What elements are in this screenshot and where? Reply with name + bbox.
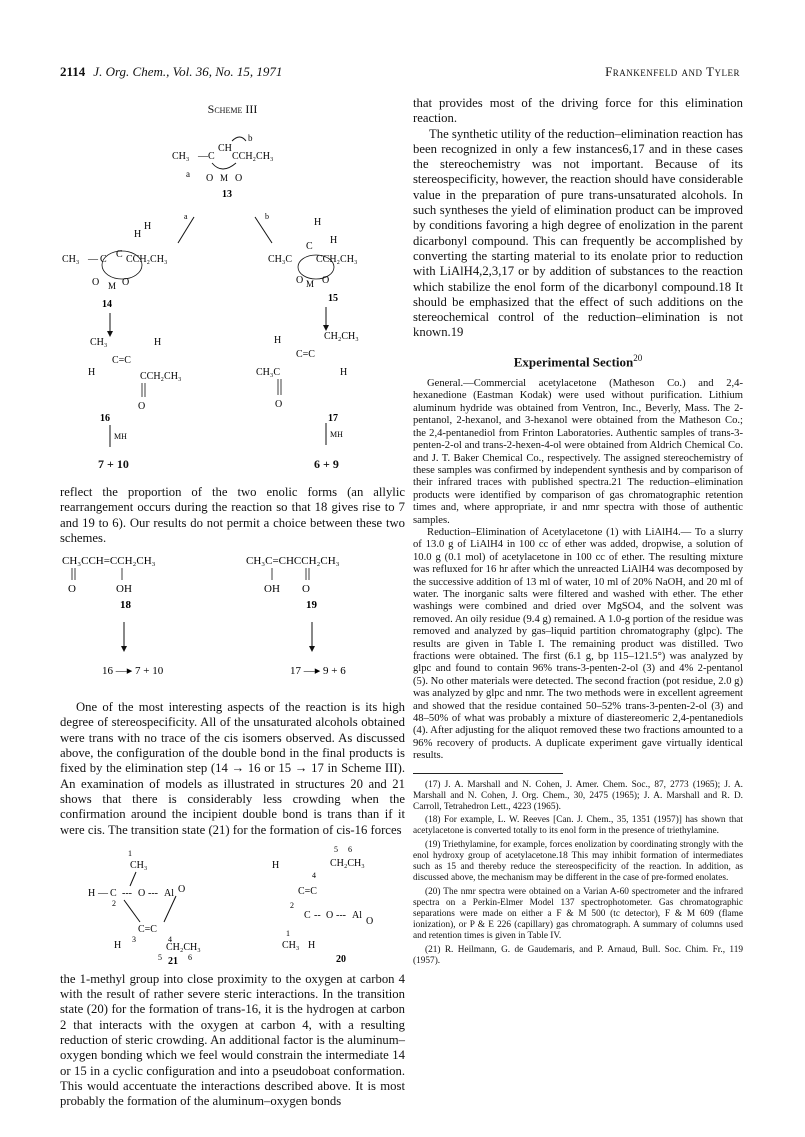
svg-text:Al: Al — [164, 887, 174, 899]
transition-states-diagram — [60, 844, 405, 964]
svg-text:O: O — [138, 401, 146, 412]
svg-text:H: H — [314, 217, 322, 228]
c13-o2: O — [235, 173, 243, 184]
svg-text:4: 4 — [168, 934, 172, 944]
svg-text:CCH₂CH₃: CCH₂CH₃ — [316, 254, 358, 265]
products-a: 7 + 10 — [98, 457, 129, 471]
svg-text:C=C: C=C — [298, 885, 317, 897]
compound-13 — [172, 133, 273, 200]
svg-text:H: H — [308, 939, 316, 951]
arrow-label-a: a — [186, 169, 190, 179]
label-18: 18 — [120, 599, 131, 612]
svg-text:C: C — [110, 887, 117, 899]
svg-text:b: b — [265, 212, 269, 221]
svg-text:C=C: C=C — [296, 349, 315, 360]
footnote-18: (18) For example, L. W. Reeves [Can. J. Chem., 35, 1351 (1957)] has shown that acetylacetone is converted totally to its enol form in the presence of triethylamine. — [413, 815, 743, 837]
svg-text:5: 5 — [334, 844, 338, 854]
svg-text:C: C — [304, 909, 311, 921]
svg-text:H: H — [114, 939, 122, 951]
svg-text:CH₃: CH₃ — [282, 939, 300, 951]
compound-15 — [268, 217, 357, 304]
c13-ch3: CH₃ — [172, 151, 190, 162]
label-15: 15 — [328, 293, 338, 304]
svg-text:H: H — [154, 337, 162, 348]
reaction-18: 16 —▸ 7 + 10 — [102, 665, 164, 678]
svg-text:H: H — [144, 221, 152, 232]
svg-text:M: M — [306, 279, 315, 289]
svg-text:MH: MH — [114, 432, 127, 441]
svg-text:—: — — [198, 151, 208, 162]
svg-text:H: H — [88, 367, 96, 378]
footnote-19: (19) Triethylamine, for example, forces enolization by coordinating strongly with the enol hydroxy group of acetylacetone.18 This may inhibit formation of intermediates such as 15 and thereby reduce the stereospecificity of the reaction. In addition, as discussed above, the mechanism may be different in the case of pre-formed enolates. — [413, 839, 743, 884]
svg-text:OH: OH — [116, 583, 132, 596]
right-column — [413, 96, 743, 969]
svg-text:--: -- — [314, 909, 321, 921]
svg-text:M: M — [108, 281, 117, 291]
right-para2: The synthetic utility of the reduction–elimination reaction has been recognized in only a few instances6,17 and in these cases the stereochemistry was not important. Because of its stereospecificity, however, the reaction should have considerable value in the preparation of pure trans-unsaturated alcohols. In such syntheses the yield of elimination product can be improved by conditions favoring a high degree of enolization in the parent dicarbonyl compound. This can frequently be accomplished by converting the starting material to its enolate prior to reduction with LiAlH4,2,3,17 or by addition of substances to the reaction which stabilize the enol form of the dicarbonyl compound.18 It should be emphasized that the effect of such additions on the stereochemical control of the reduction–elimination is not known.19 — [413, 126, 743, 340]
svg-text:O: O — [275, 399, 283, 410]
svg-text:CCH₂CH₃: CCH₂CH₃ — [126, 254, 168, 265]
running-header — [60, 64, 740, 84]
compound-17 — [256, 331, 359, 424]
label-19: 19 — [306, 599, 317, 612]
enol19-formula: CH₃C=CHCCH₂CH₃ — [246, 555, 340, 568]
left-para2: One of the most interesting aspects of the reaction is its high degree of stereospecificity. All of the unsaturated alcohols obtained were trans with no trace of the cis isomers observed. As discussed above, the configuration of the double bond in the final products is fixed by the elimination step (14 → 16 or 15 → 17 in Scheme III). An examination of models as illustrated in structures 20 and 21 shows that there is considerably less crowding when the confirmation around the incipient double bond is trans than if it were cis. The transition state (21) for the formation of cis-16 forces — [60, 700, 405, 837]
page-number: 2114 — [60, 64, 86, 79]
svg-text:6: 6 — [348, 844, 352, 854]
right-para1: that provides most of the driving force for this elimination reaction. — [413, 96, 743, 126]
svg-text:H: H — [274, 335, 282, 346]
svg-text:—: — — [98, 887, 108, 899]
left-para3: the 1-methyl group into close proximity to the oxygen at carbon 4 with the result of rather severe steric interactions. In the transition state (20) for the formation of trans-16, it is the hydrogen at carbon 2 that interacts with the oxygen at carbon 4, with a resulting reduction of steric crowding. An additional factor is the aluminum–oxygen bonding which we feel would constrain the intermediate 14 or 15 in a cyclic configuration and into a pseudoboat conformation. This would accentuate the interactions described above. It is most probably the formation of the aluminum–oxygen bonds — [60, 971, 405, 1109]
label-20: 20 — [336, 953, 346, 964]
svg-text:CH₃: CH₃ — [90, 337, 108, 348]
svg-text:CCH₂CH₃: CCH₂CH₃ — [140, 371, 182, 382]
footnote-21: (21) R. Heilmann, G. de Gaudemaris, and P. Arnaud, Bull. Soc. Chim. Fr., 119 (1957). — [413, 944, 743, 966]
svg-text:C: C — [116, 249, 123, 260]
svg-text:CH₂CH₃: CH₂CH₃ — [330, 857, 365, 869]
svg-text:O: O — [296, 275, 304, 286]
enol18-formula: CH₃CCH=CCH₂CH₃ — [62, 555, 156, 568]
svg-text:5: 5 — [158, 952, 162, 962]
svg-text:O: O — [366, 915, 374, 927]
footnote-rule — [413, 773, 563, 774]
experimental-general: General.—Commercial acetylacetone (Matheson Co.) and 2,4-hexanedione (Eastman Kodak) were used without purification. Lithium aluminum hydride was obtained from Ventron, Inc., Beverly, Mass. The 2-pentanol, 2-hexanol, and 3-hexanol were obtained from the Matheson Co.; the 2,4-pentanediol from Frinton Laboratories. Authentic samples of trans-3-penten-2-ol and trans-2-hexen-4-ol were obtained from Aldrich Chemical Co. and J. T. Baker Chemical Co., respectively. The assigned stereochemistry of these samples was confirmed by independent synthesis and by comparison of their infrared traces with published spectra.21 The reduction–elimination products were identified by comparison of gas chromatographic retention times and, where appropriate, ir and nmr spectra with those of authentic samples. — [413, 378, 743, 526]
journal-citation: J. Org. Chem., Vol. 36, No. 15, 1971 — [93, 64, 283, 79]
svg-text:6: 6 — [188, 952, 192, 962]
compound-16 — [88, 337, 181, 424]
ts-21 — [88, 849, 201, 962]
enol-forms-diagram — [60, 550, 405, 700]
ts-20 — [272, 845, 373, 964]
c13-ch: CH — [218, 143, 232, 154]
svg-text:O: O — [178, 883, 186, 895]
svg-text:MH: MH — [330, 430, 343, 439]
svg-text:---: --- — [122, 887, 132, 899]
svg-text:---: --- — [148, 887, 158, 899]
reaction-19: 17 —▸ 9 + 6 — [290, 665, 346, 678]
scheme-title: Scheme III — [207, 102, 258, 116]
svg-text:C: C — [306, 241, 313, 252]
svg-text:H: H — [330, 235, 338, 246]
label-13: 13 — [222, 189, 232, 200]
svg-text:2: 2 — [112, 898, 116, 908]
svg-text:CH₂CH₃: CH₂CH₃ — [324, 331, 359, 342]
left-column — [60, 96, 405, 1110]
svg-text:CH₃C: CH₃C — [268, 254, 293, 265]
svg-text:C=C: C=C — [138, 923, 157, 935]
svg-text:1: 1 — [128, 848, 132, 858]
svg-text:C=C: C=C — [112, 355, 131, 366]
c13-o1: O — [206, 173, 214, 184]
header-authors: Frankenfeld and Tyler — [605, 64, 740, 79]
svg-text:OH: OH — [264, 583, 280, 596]
svg-text:C: C — [100, 254, 107, 265]
svg-text:3: 3 — [132, 934, 136, 944]
svg-text:Al: Al — [352, 909, 362, 921]
scheme-iii-diagram — [60, 117, 405, 457]
svg-text:a: a — [184, 212, 188, 221]
svg-text:21: 21 — [168, 955, 178, 964]
arrow-label-b: b — [248, 133, 253, 143]
header-left — [60, 64, 282, 80]
experimental-procedure: Reduction–Elimination of Acetylacetone (1) with LiAlH4.— To a slurry of 13.0 g of LiAlH4 in 100 cc of ether was added, dropwise, a solution of 10.0 g (0.1 mol) of acetylacetone in 100 cc of ether. The resulting mixture was refluxed for 16 hr after which the unreacted LiAlH4 was decomposed by the successive addition of 13 ml of water, 10 ml of 20% NaOH, and 20 ml of water. The inorganic salts were filtered and washed with ether. The ether washings were combined and dried over MgSO4, and the solvent was removed. An oily residue (9.4 g) remained. A 1.0-g portion of the residue was removed and analyzed by gas–liquid partition chromatography (glpc). The results are given in Table I. The remaining product was distilled. Two fractions were obtained. The first (6.1 g, bp 115–121.5°) was analyzed by glpc and found to contain 96% trans-3-penten-2-ol (3) and 4% 2-pentanol (5). No other materials were detected. The second fraction (pot residue, 2.0 g) was analyzed by glpc and nmr. The two methods were in excellent agreement and showed that the residue contained 50–52% trans-3-penten-2-ol (3) and 48–50% of what was probably a mixture of diastereomeric 2,4-pentanediols (4). After adjusting for the aliquot removed these two fractions amounted to a 96% recovery of products. A duplicate experiment gave virtually identical results. — [413, 526, 743, 762]
svg-text:O: O — [68, 583, 76, 596]
svg-text:---: --- — [336, 909, 346, 921]
svg-text:2: 2 — [290, 900, 294, 910]
svg-text:O: O — [122, 277, 130, 288]
svg-text:H: H — [340, 367, 348, 378]
label-14: 14 — [102, 299, 112, 310]
svg-text:—: — — [88, 254, 98, 265]
svg-text:H: H — [134, 229, 142, 240]
footnote-20: (20) The nmr spectra were obtained on a Varian A-60 spectrometer and the infrared spectra on a Perkin-Elmer Model 137 spectrophotometer. Gas chromatographic separations were made on either a F & M 500 (tc detector), F & M 609 (flame ionization), or P & E 226 (capillary) gas chromatograph. A summary of columns used and retention times is given in Table IV. — [413, 886, 743, 942]
label-16: 16 — [100, 413, 110, 424]
svg-text:O: O — [322, 275, 330, 286]
svg-text:CH₃C: CH₃C — [256, 367, 281, 378]
left-para1: reflect the proportion of the two enolic forms (an allylic rearrangement occurs during the reaction so that 18 gives rise to 7 and 19 to 6). Our results do not permit a choice between these two schemes. — [60, 485, 405, 545]
svg-text:CH₃: CH₃ — [62, 254, 80, 265]
svg-text:O: O — [326, 909, 334, 921]
svg-text:CH₂CH₃: CH₂CH₃ — [166, 941, 201, 953]
svg-text:O: O — [92, 277, 100, 288]
c13-cch2ch3: CCH₂CH₃ — [232, 151, 274, 162]
svg-text:1: 1 — [286, 928, 290, 938]
footnote-17: (17) J. A. Marshall and N. Cohen, J. Amer. Chem. Soc., 87, 2773 (1965); J. A. Marshall and N. Cohen, J. Org. Chem., 30, 2475 (1965); J. A. Marshall and R. D. Carroll, Tetrahedron Lett., 4223 (1965). — [413, 779, 743, 813]
svg-text:4: 4 — [312, 870, 316, 880]
section-title: Experimental Section$^{20}$ — [513, 352, 643, 370]
svg-text:CH₃: CH₃ — [130, 859, 148, 871]
svg-text:H: H — [272, 859, 280, 871]
svg-text:O: O — [302, 583, 310, 596]
label-17: 17 — [328, 413, 338, 424]
c13-c: C — [208, 151, 215, 162]
products-b: 6 + 9 — [314, 457, 339, 471]
svg-text:O: O — [138, 887, 146, 899]
svg-text:H: H — [88, 887, 96, 899]
c13-m: M — [220, 173, 229, 183]
compound-14 — [62, 221, 167, 310]
